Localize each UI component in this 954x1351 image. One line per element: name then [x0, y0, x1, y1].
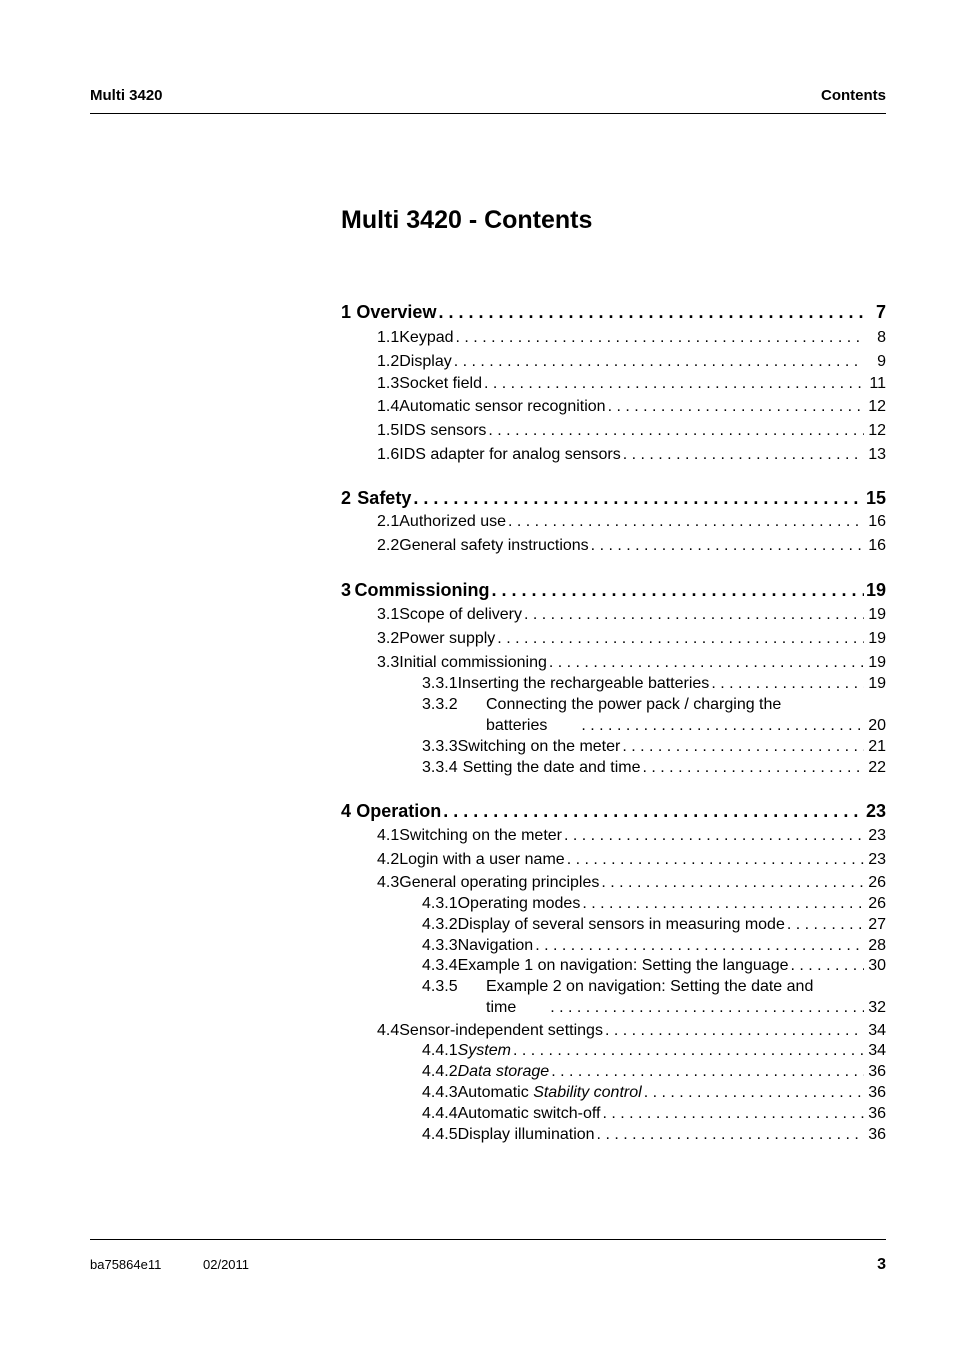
toc-label: Connecting the power pack / charging the — [486, 696, 782, 713]
toc-section-ids-adapter[interactable] — [377, 446, 886, 464]
toc-subsection-connecting-power-pack[interactable] — [422, 696, 886, 714]
toc-number: 4.3.1 — [422, 895, 458, 912]
toc-number: 3.3.3 — [422, 738, 458, 755]
toc-number: 4.4.3 — [422, 1084, 458, 1101]
toc-page: 34 — [868, 1042, 886, 1059]
toc-label: batteries — [486, 717, 548, 734]
toc-subsection-switch-off[interactable] — [422, 1105, 886, 1123]
toc-label: time — [486, 999, 517, 1016]
toc-number: 3.2 — [377, 630, 400, 647]
toc-leader — [484, 375, 864, 393]
toc-page: 8 — [877, 329, 886, 346]
toc-label: Switching on the meter — [399, 827, 562, 844]
toc-label: General safety instructions — [399, 537, 589, 554]
toc-chapter-operation[interactable] — [341, 801, 886, 822]
toc-number: 2 — [341, 488, 352, 508]
toc-label-prefix: Automatic — [457, 1084, 534, 1101]
toc-label: Initial commissioning — [399, 654, 547, 671]
toc-leader — [582, 895, 864, 913]
toc-label: Stability control — [533, 1084, 642, 1101]
toc-page: 12 — [868, 422, 886, 439]
toc-subsection-system[interactable] — [422, 1042, 886, 1060]
header-section: Contents — [821, 87, 886, 104]
toc-number: 1.1 — [377, 329, 400, 346]
toc-label: Operation — [356, 801, 442, 821]
toc-leader — [787, 916, 864, 934]
toc-label: Example 2 on navigation: Setting the date and — [486, 978, 814, 995]
toc-leader — [608, 398, 864, 416]
toc-page: 13 — [868, 446, 886, 463]
toc-subsection-data-storage[interactable] — [422, 1063, 886, 1081]
footer-date: 02/2011 — [203, 1257, 250, 1272]
toc-number: 4.4.1 — [422, 1042, 458, 1059]
toc-page: 23 — [868, 851, 886, 868]
toc-page: 28 — [868, 937, 886, 954]
toc-page: 36 — [868, 1126, 886, 1143]
toc-label: Operating modes — [457, 895, 581, 912]
toc-number: 4.3.5 — [422, 978, 458, 995]
toc-leader — [551, 1063, 864, 1081]
toc-section-ids-sensors[interactable] — [377, 422, 886, 440]
toc-number: 1.4 — [377, 398, 400, 415]
toc-page: 16 — [868, 513, 886, 530]
toc-section-authorized-use[interactable] — [377, 513, 886, 531]
toc-number: 3.3 — [377, 654, 400, 671]
toc-section-socket-field[interactable] — [377, 375, 886, 393]
toc-number: 4.3.3 — [422, 937, 458, 954]
toc-page: 23 — [868, 827, 886, 844]
toc-subsection-stability-control[interactable] — [422, 1084, 886, 1102]
toc-number: 4.4.4 — [422, 1105, 458, 1122]
toc-number: 4.3.2 — [422, 916, 458, 933]
page-title: Multi 3420 - Contents — [341, 206, 593, 234]
toc-leader — [488, 422, 864, 440]
toc-label: Example 1 on navigation: Setting the language — [457, 957, 789, 974]
toc-label: Data storage — [457, 1063, 550, 1080]
toc-leader — [602, 1105, 864, 1123]
toc-leader — [623, 446, 864, 464]
toc-page: 7 — [875, 302, 886, 322]
toc-page: 26 — [868, 895, 886, 912]
toc-page: 19 — [868, 606, 886, 623]
toc-section-initial-commissioning[interactable] — [377, 654, 886, 672]
header-title: Multi 3420 — [90, 87, 163, 104]
toc-page: 11 — [869, 375, 886, 392]
toc-section-sensor-recognition[interactable] — [377, 398, 886, 416]
toc-leader — [443, 801, 864, 822]
toc-leader — [644, 1084, 864, 1102]
toc-page: 22 — [868, 759, 886, 776]
toc-label: Authorized use — [399, 513, 506, 530]
footer-doc-id: ba75864e11 — [90, 1257, 162, 1272]
toc-chapter-safety[interactable] — [341, 488, 886, 509]
header-rule — [90, 113, 886, 114]
toc-page: 20 — [868, 717, 886, 734]
toc-subsection-example-2[interactable] — [422, 978, 886, 996]
toc-leader — [591, 537, 864, 555]
toc-label: Navigation — [457, 937, 534, 954]
toc-section-keypad[interactable] — [377, 329, 886, 347]
toc-label: Commissioning — [354, 580, 490, 600]
toc-number: 3.3.2 — [422, 696, 458, 713]
toc-label: Safety — [357, 488, 412, 508]
toc-number: 4.4 — [377, 1022, 400, 1039]
toc-subsection-display-several-sensors[interactable] — [422, 916, 886, 934]
toc-number: 4.4.5 — [422, 1126, 458, 1143]
toc-label: Automatic sensor recognition — [399, 398, 606, 415]
toc-label: Scope of delivery — [399, 606, 522, 623]
toc-page: 21 — [868, 738, 886, 755]
toc-number: 2.1 — [377, 513, 400, 530]
toc-label: System — [457, 1042, 511, 1059]
toc-subsection-display-illumination[interactable] — [422, 1126, 886, 1144]
toc-chapter-overview[interactable] — [341, 302, 886, 323]
toc-leader — [791, 957, 865, 975]
toc-section-display[interactable] — [377, 353, 886, 371]
toc-label: Setting the date and time — [462, 759, 641, 776]
toc-number: 4.3 — [377, 874, 400, 891]
toc-label: Automatic switch-off — [457, 1105, 601, 1122]
toc-label: Socket field — [399, 375, 482, 392]
toc-number: 4.3.4 — [422, 957, 458, 974]
toc-leader — [564, 827, 864, 845]
toc-leader — [438, 302, 864, 323]
toc-leader — [549, 654, 864, 672]
page-number: 3 — [877, 1256, 886, 1273]
toc-leader — [597, 1126, 864, 1144]
toc-label: Sensor-independent settings — [399, 1022, 603, 1039]
toc-page: 23 — [865, 801, 886, 821]
toc-page: 30 — [868, 957, 886, 974]
toc-number: 3.3.1 — [422, 675, 458, 692]
toc-subsection-switching-on[interactable] — [422, 738, 886, 756]
toc-number: 1.2 — [377, 353, 400, 370]
toc-number: 2.2 — [377, 537, 400, 554]
toc-label: Switching on the meter — [457, 738, 621, 755]
toc-leader — [456, 329, 864, 347]
toc-label: IDS sensors — [399, 422, 487, 439]
toc-number: 3 — [341, 580, 352, 600]
toc-label: IDS adapter for analog sensors — [399, 446, 621, 463]
toc-label: Display of several sensors in measuring mode — [457, 916, 785, 933]
toc-section-sensor-independent[interactable] — [377, 1022, 886, 1040]
toc-page: 15 — [865, 488, 886, 508]
toc-label: Power supply — [399, 630, 496, 647]
toc-number: 3.1 — [377, 606, 400, 623]
toc-page: 26 — [868, 874, 886, 891]
toc-leader — [711, 675, 864, 693]
toc-subsection-inserting-batteries[interactable] — [422, 675, 886, 693]
toc-leader — [605, 1022, 864, 1040]
toc-number: 1.6 — [377, 446, 400, 463]
toc-leader — [454, 353, 864, 371]
toc-leader — [497, 630, 864, 648]
footer-rule — [90, 1239, 886, 1240]
toc-number: 1.3 — [377, 375, 400, 392]
toc-label: Display — [399, 353, 452, 370]
toc-section-safety-instructions[interactable] — [377, 537, 886, 555]
toc-page: 19 — [865, 580, 886, 600]
toc-leader — [535, 937, 864, 955]
toc-number: 4.4.2 — [422, 1063, 458, 1080]
toc-leader — [601, 874, 864, 892]
toc-section-operating-principles[interactable] — [377, 874, 886, 892]
toc-page: 19 — [868, 654, 886, 671]
toc-label: Display illumination — [457, 1126, 595, 1143]
toc-section-login[interactable] — [377, 851, 886, 869]
toc-page: 19 — [868, 630, 886, 647]
toc-number: 3.3.4 — [422, 759, 458, 776]
toc-chapter-commissioning[interactable] — [341, 580, 886, 601]
toc-leader — [567, 851, 864, 869]
toc-page: 36 — [868, 1063, 886, 1080]
toc-subsection-date-time[interactable] — [422, 759, 886, 777]
toc-subsection-operating-modes[interactable] — [422, 895, 886, 913]
toc-label: Inserting the rechargeable batteries — [457, 675, 710, 692]
toc-section-power-supply[interactable] — [377, 630, 886, 648]
toc-leader — [513, 1042, 864, 1060]
toc-subsection-example-1[interactable] — [422, 957, 886, 975]
toc-subsection-example-2-cont[interactable] — [486, 999, 886, 1017]
toc-page: 27 — [868, 916, 886, 933]
toc-leader — [413, 488, 864, 509]
toc-number: 1.5 — [377, 422, 400, 439]
toc-page: 12 — [868, 398, 886, 415]
toc-page: 36 — [868, 1105, 886, 1122]
toc-subsection-connecting-power-pack-cont[interactable] — [486, 717, 886, 735]
toc-leader — [622, 738, 864, 756]
toc-page: 36 — [868, 1084, 886, 1101]
toc-leader — [581, 717, 864, 735]
toc-page: 19 — [868, 675, 886, 692]
toc-leader — [550, 999, 864, 1017]
toc-number: 4 — [341, 801, 352, 821]
toc-section-scope-of-delivery[interactable] — [377, 606, 886, 624]
toc-number: 1 — [341, 302, 352, 322]
toc-page: 16 — [868, 537, 886, 554]
toc-leader — [508, 513, 864, 531]
toc-label: Login with a user name — [399, 851, 565, 868]
toc-leader — [643, 759, 865, 777]
toc-subsection-navigation[interactable] — [422, 937, 886, 955]
toc-label: Keypad — [399, 329, 454, 346]
toc-page: 34 — [868, 1022, 886, 1039]
toc-page: 32 — [868, 999, 886, 1016]
toc-leader — [491, 580, 863, 601]
toc-number: 4.1 — [377, 827, 400, 844]
toc-page: 9 — [877, 353, 886, 370]
toc-leader — [524, 606, 864, 624]
toc-label: General operating principles — [399, 874, 600, 891]
toc-section-switching-on-meter[interactable] — [377, 827, 886, 845]
toc-number: 4.2 — [377, 851, 400, 868]
toc-label: Overview — [356, 302, 437, 322]
